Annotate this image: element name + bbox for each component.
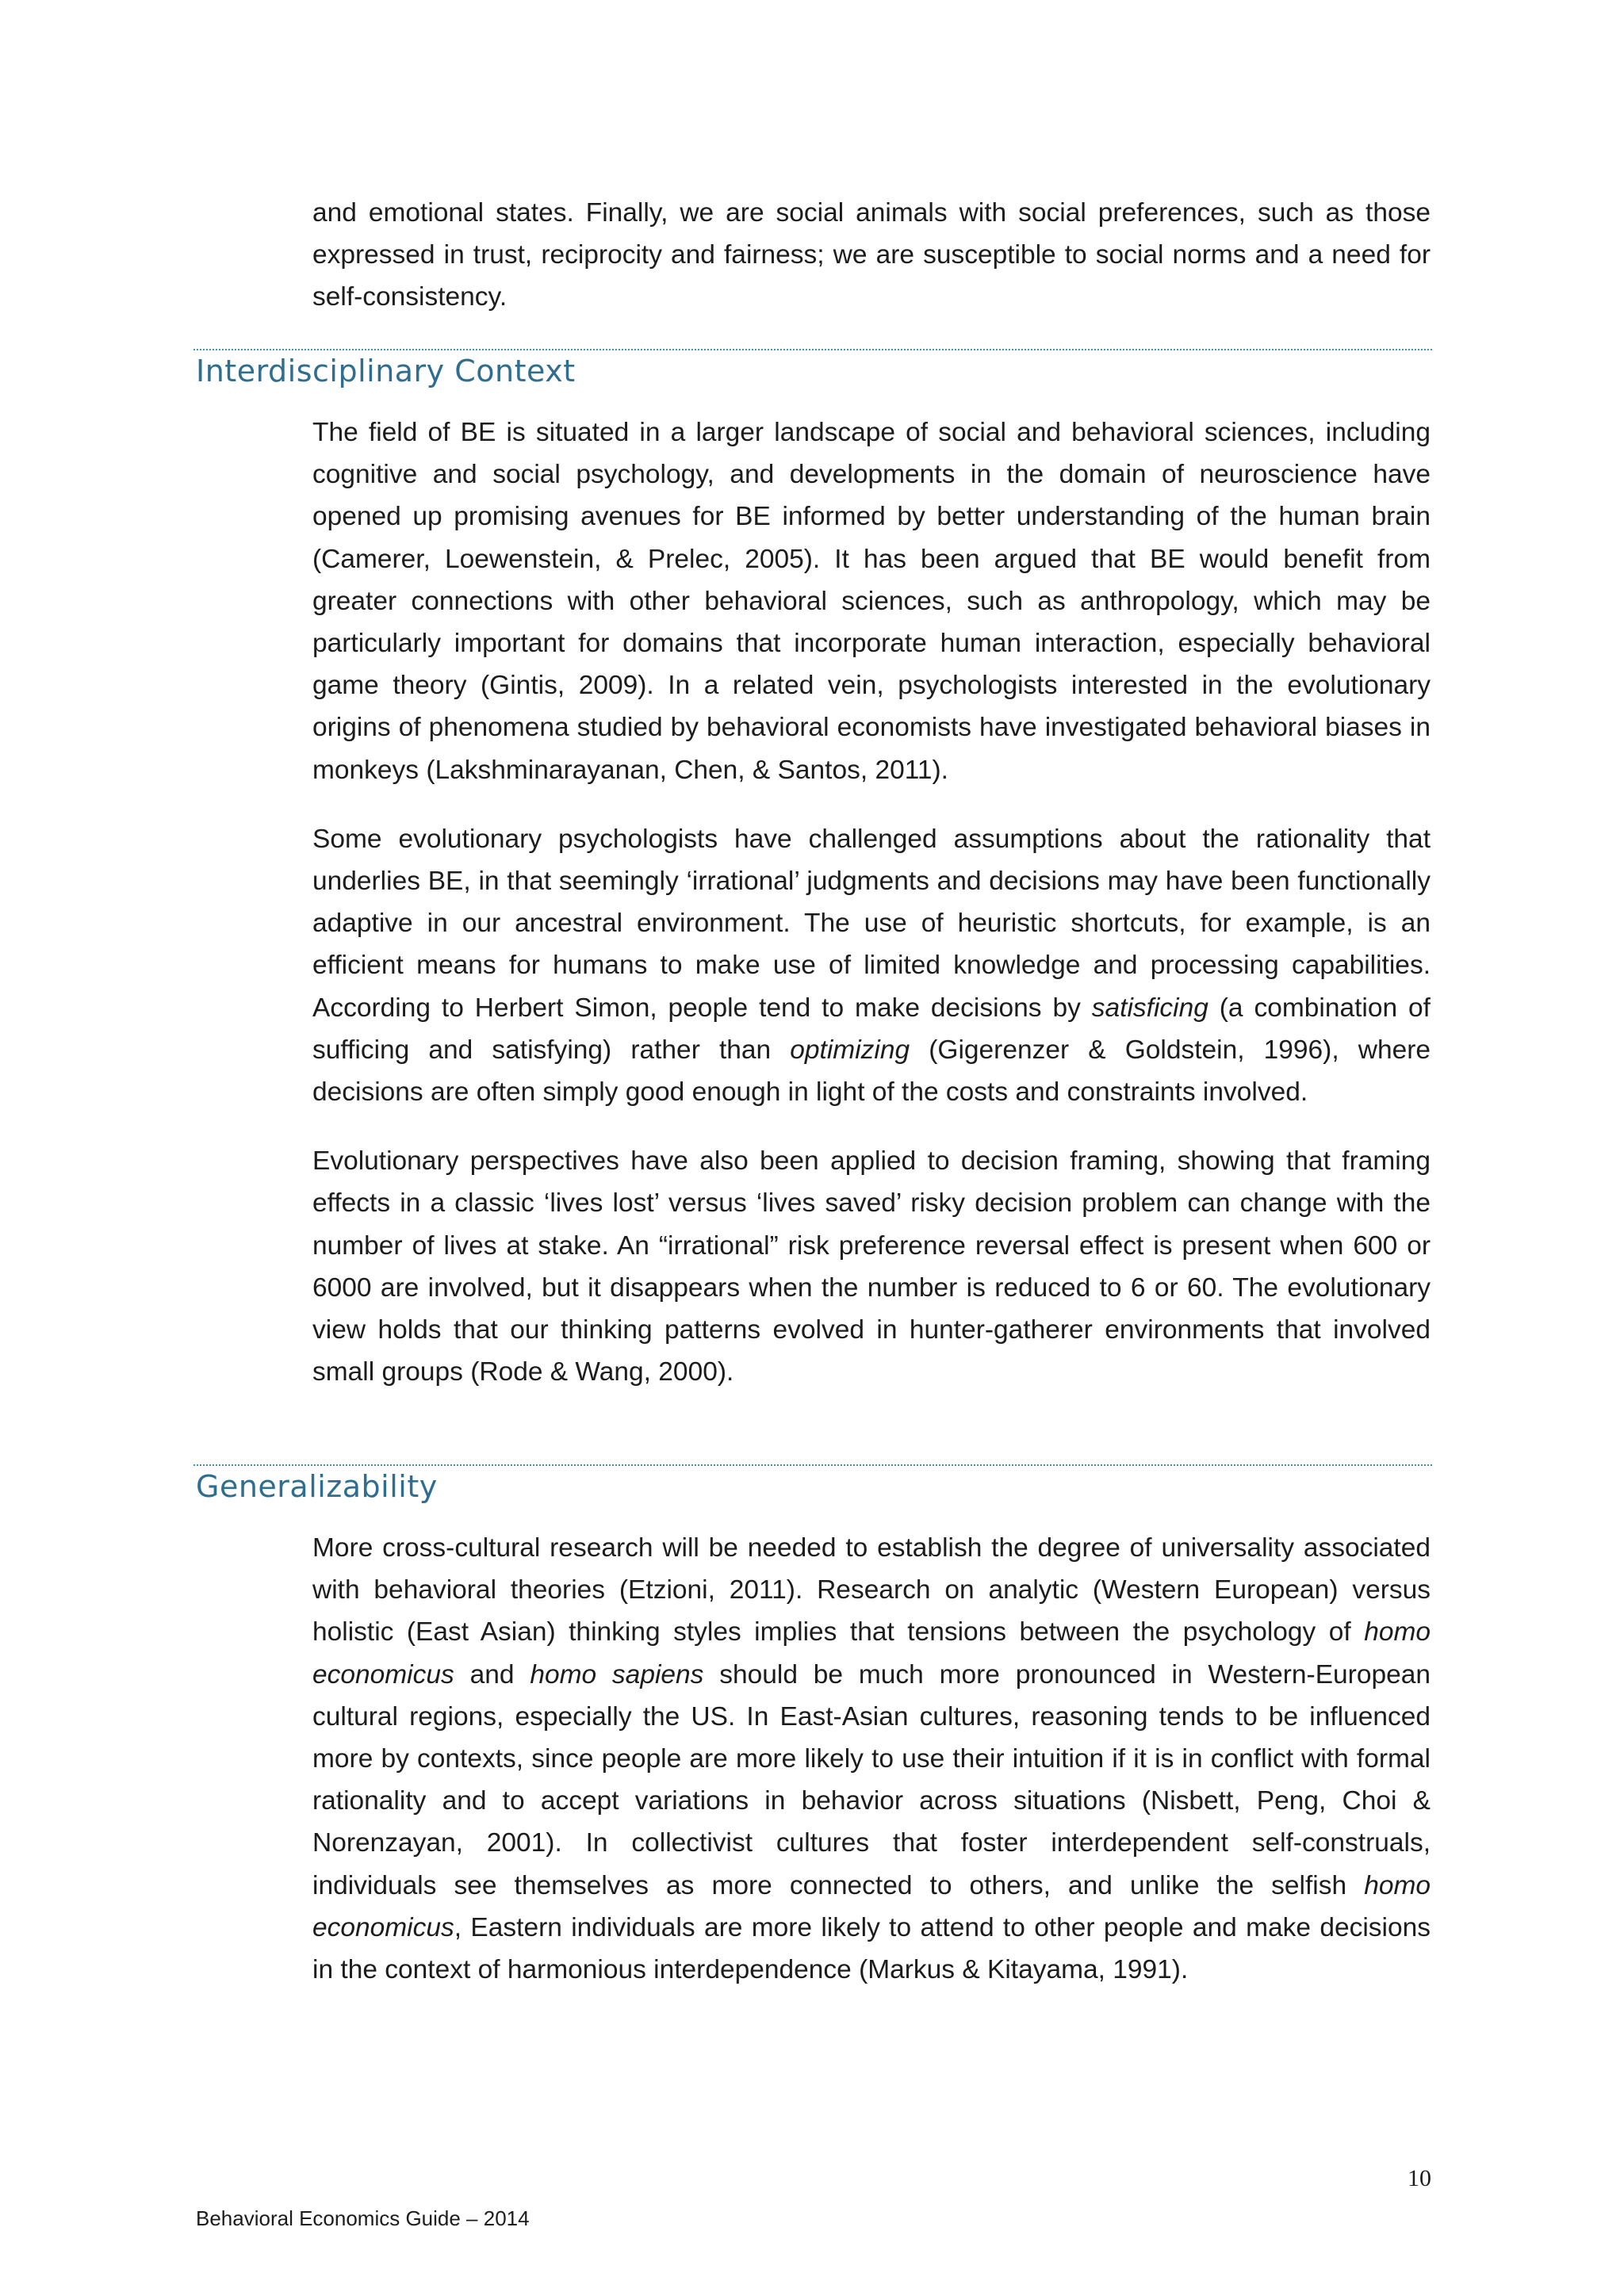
intro-block	[312, 192, 1431, 319]
section-divider	[193, 1464, 1432, 1466]
section-heading-generalizability: Generalizability	[196, 1469, 438, 1504]
paragraph: Some evolutionary psychologists have challenged assumptions about the rationality that underlies BE, in that seemingly ‘irrational’ judgments and decisions may have been functionally adaptive in our ancestral environment. The use of heuristic shortcuts, for example, is an efficient means for humans to make use of limited knowledge and processing capabilities. According to Herbert Simon, people tend to make decisions by satisficing (a combination of sufficing and satisfying) rather than optimizing (Gigerenzer & Goldstein, 1996), where decisions are often simply good enough in light of the costs and constraints involved.	[312, 824, 1431, 1108]
section-heading-interdisciplinary: Interdisciplinary Context	[196, 354, 576, 388]
paragraph: More cross-cultural research will be needed to establish the degree of universality associated with behavioral theories (Etzioni, 2011). Research on analytic (Western European) versus holistic (East Asian) thinking styles implies that tensions between the psychology of homo economicus and homo sapiens should be much more pronounced in Western-European cultural regions, especially the US. In East-Asian cultures, reasoning tends to be influenced more by contexts, since people are more likely to use their intuition if it is in conflict with formal rationality and to accept variations in behavior across situations (Nisbett, Peng, Choi & Norenzayan, 2001). In collectivist cultures that foster interdependent self-construals, individuals see themselves as more connected to others, and unlike the selfish homo economicus, Eastern individuals are more likely to attend to other people and make decisions in the context of harmonious interdependence (Markus & Kitayama, 1991).	[312, 1533, 1431, 1985]
page-number: 10	[1408, 2165, 1431, 2191]
interdisciplinary-body	[312, 411, 1431, 1393]
intro-paragraph: and emotional states. Finally, we are social animals with social preferences, such as those expressed in trust, reciprocity and fairness; we are susceptible to social norms and a need for self-consistency.	[312, 198, 1431, 312]
paragraph: Evolutionary perspectives have also been applied to decision framing, showing that framing effects in a classic ‘lives lost’ versus ‘lives saved’ risky decision problem can change with the number of lives at stake. An “irrational” risk preference reversal effect is present when 600 or 6000 are involved, but it disappears when the number is reduced to 6 or 60. The evolutionary view holds that our thinking patterns evolved in hunter-gatherer environments that involved small groups (Rode & Wang, 2000).	[312, 1146, 1431, 1387]
generalizability-body	[312, 1527, 1431, 1991]
paragraph: The field of BE is situated in a larger landscape of social and behavioral sciences, including cognitive and social psychology, and developments in the domain of neuroscience have opened up promising avenues for BE informed by better understanding of the human brain (Camerer, Loewenstein, & Prelec, 2005). It has been argued that BE would benefit from greater connections with other behavioral sciences, such as anthropology, which may be particularly important for domains that incorporate human interaction, especially behavioral game theory (Gintis, 2009). In a related vein, psychologists interested in the evolutionary origins of phenomena studied by behavioral economists have investigated behavioral biases in monkeys (Lakshminarayanan, Chen, & Santos, 2011).	[312, 418, 1431, 785]
footer-document-title: Behavioral Economics Guide – 2014	[196, 2206, 530, 2230]
section-divider	[193, 349, 1432, 350]
